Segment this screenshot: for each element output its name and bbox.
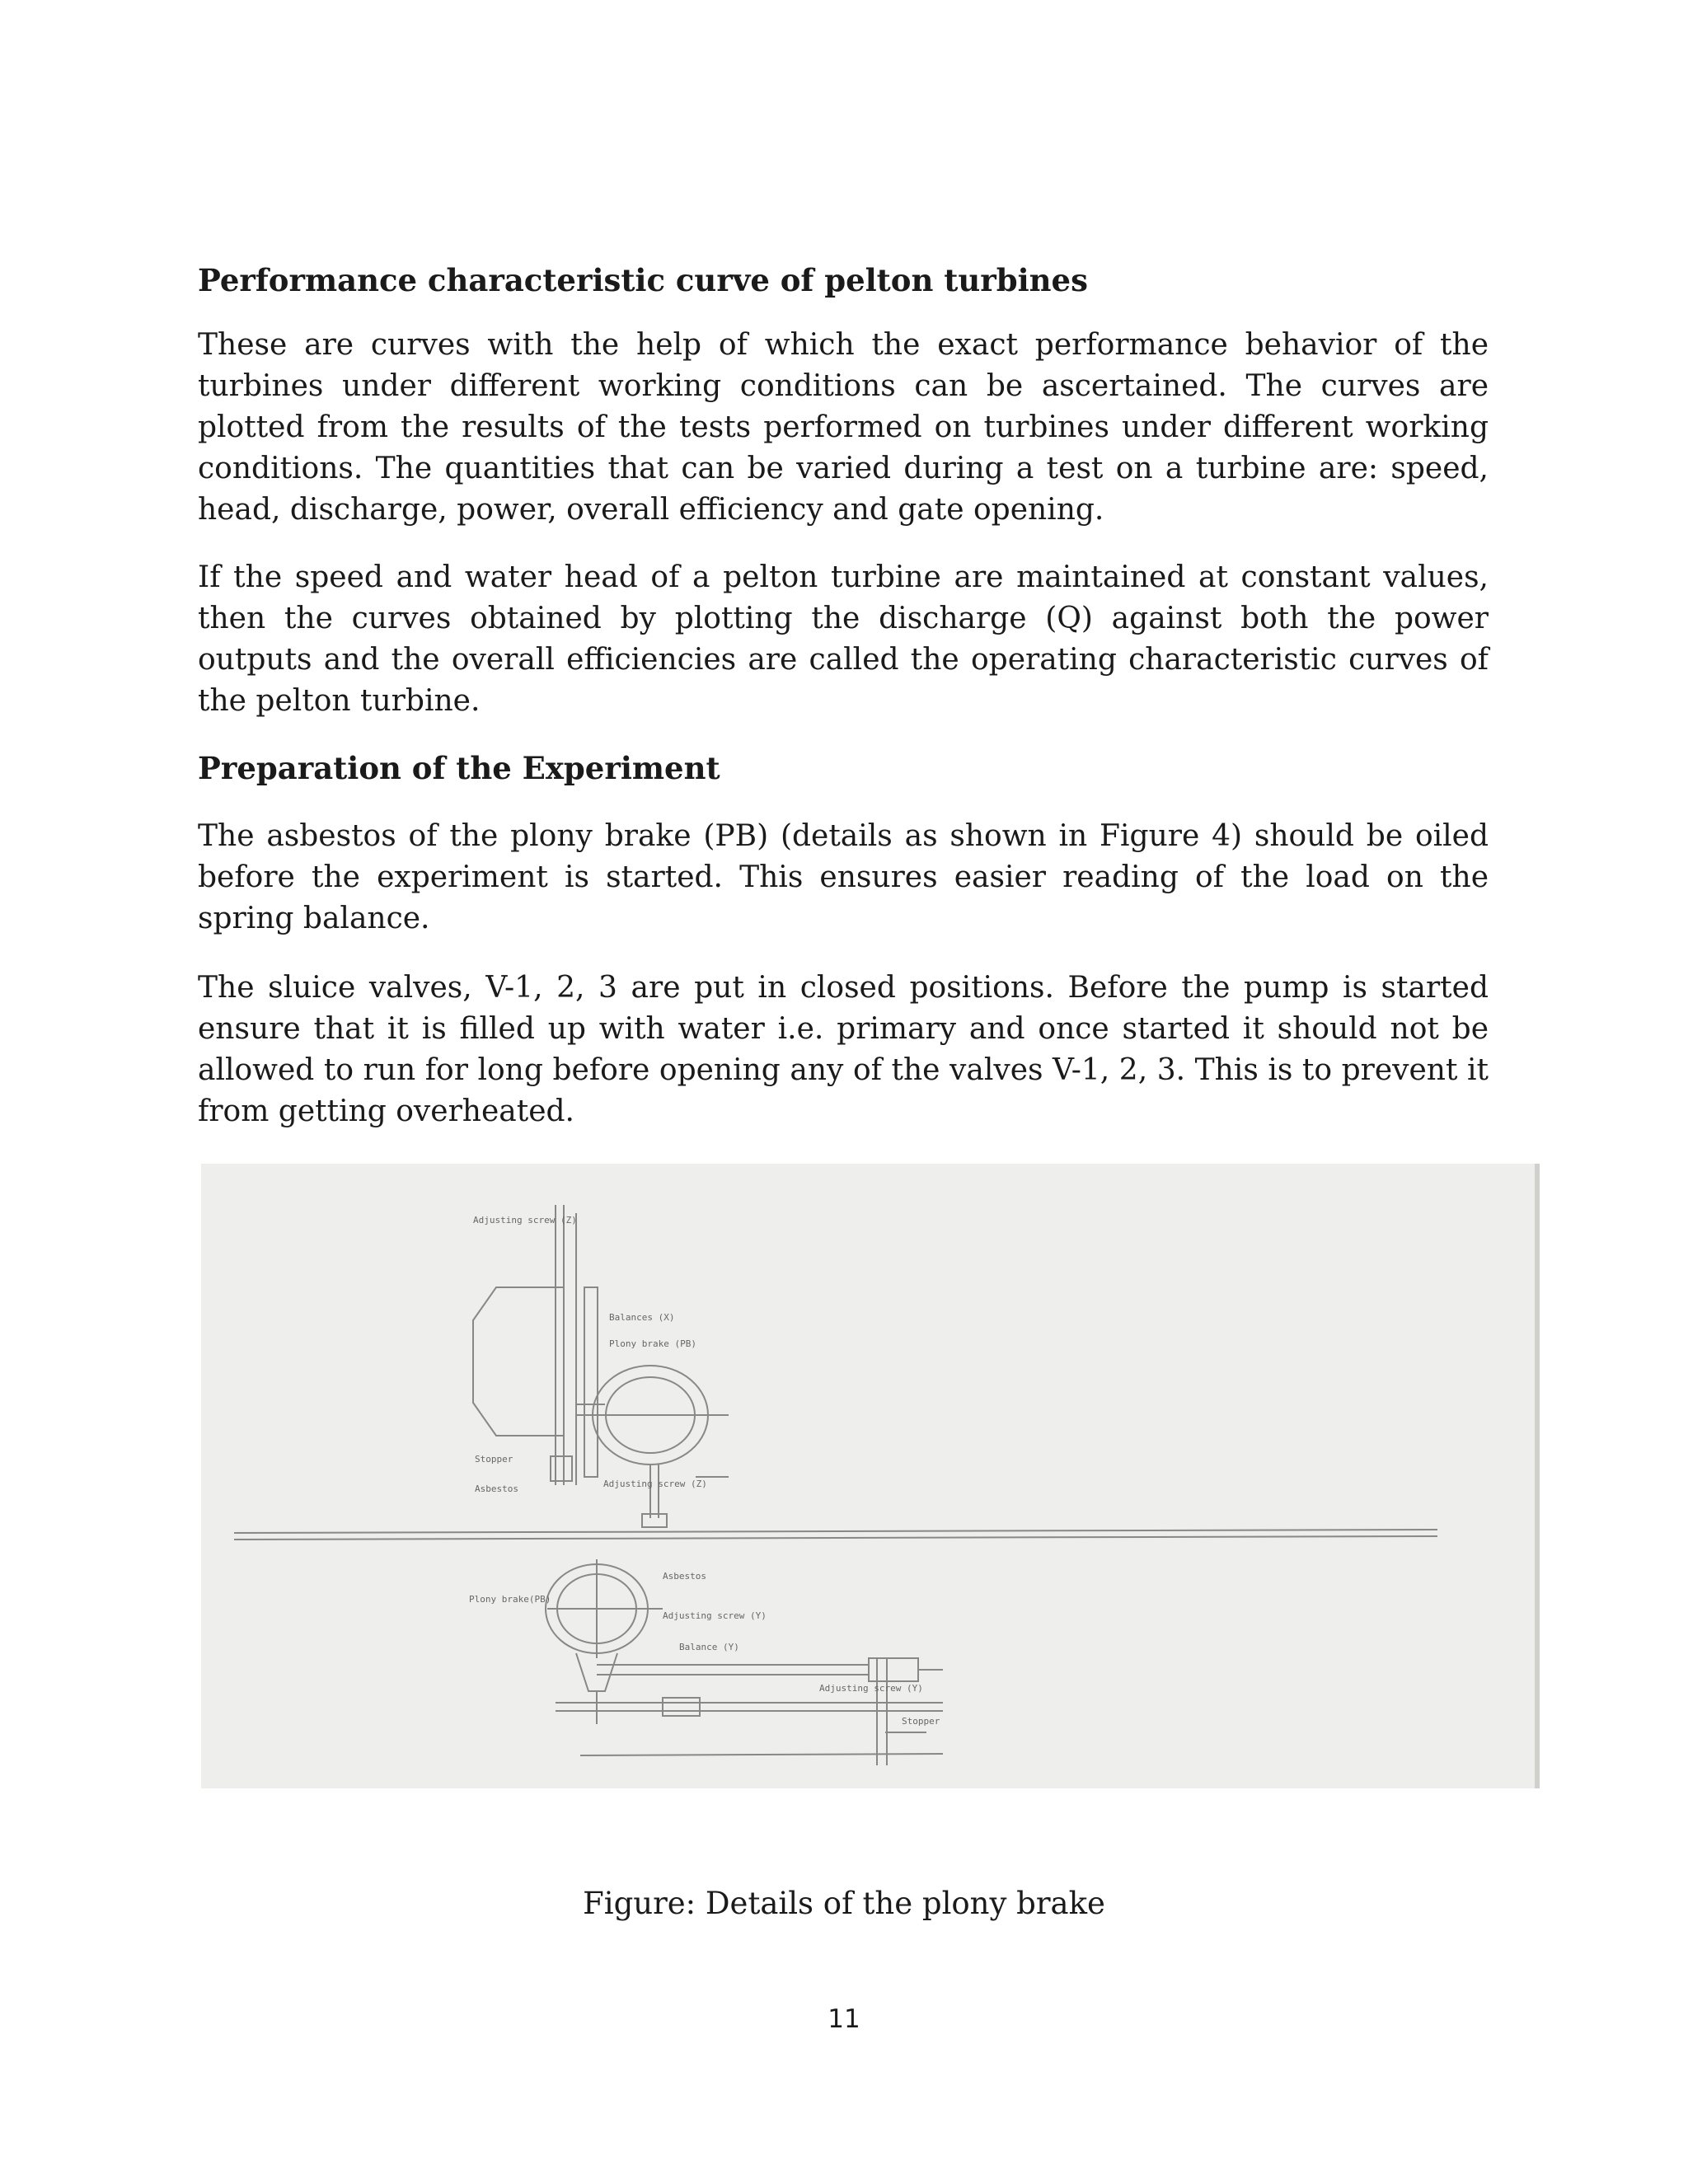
plony-brake-drawing [201, 1164, 1530, 1788]
section-heading-performance: Performance characteristic curve of pelton turbines [198, 262, 1088, 298]
label-balance-y: Balance (Y) [679, 1642, 739, 1652]
label-plony-brake-pb: Plony brake (PB) [609, 1338, 696, 1349]
paragraph-sluice-valves: The sluice valves, V-1, 2, 3 are put in closed positions. Before the pump is started ensure that it is filled up with water i.e. primary and once started it should not be allowed to run for long before opening any of the valves V-1, 2, 3. This is to prevent it from getting overheated. [198, 971, 1489, 1128]
section-heading-preparation: Preparation of the Experiment [198, 750, 720, 786]
label-stopper-bottom: Stopper [902, 1716, 940, 1727]
paragraph-performance-curves: These are curves with the help of which the exact performance behavior of the turbines under different working conditions can be ascertained. The curves are plotted from the results of the tests performed on turbines under different working conditions. The quantities that can be varied during a test on a turbine are: speed, head, discharge, power, overall efficiency and gate opening. [198, 328, 1489, 527]
label-adjusting-screw-bottom: Adjusting screw (Y) [819, 1683, 923, 1694]
label-asbestos-left: Asbestos [475, 1483, 518, 1494]
paragraph-asbestos-oiling: The asbestos of the plony brake (PB) (details as shown in Figure 4) should be oiled before the experiment is started. This ensures easier reading of the load on the spring balance. [198, 819, 1489, 935]
paragraph-operating-curves: If the speed and water head of a pelton turbine are maintained at constant values, then the curves obtained by plotting the discharge (Q) against both the power outputs and the overall efficiencies are called the operating characteristic curves of the pelton turbine. [198, 560, 1489, 718]
label-plony-brake-bottom: Plony brake(PB) [469, 1594, 551, 1605]
figure-caption: Figure: Details of the plony brake [583, 1886, 1105, 1921]
page-number: 11 [828, 2004, 860, 2034]
label-balances: Balances (X) [609, 1312, 675, 1323]
plony-brake-figure [201, 1164, 1540, 1788]
label-adjusting-screw-y: Adjusting screw (Y) [663, 1610, 767, 1621]
label-adjusting-screw-top: Adjusting screw (Z) [473, 1215, 577, 1226]
label-adjusting-screw-z: Adjusting screw (Z) [603, 1479, 707, 1489]
label-stopper: Stopper [475, 1454, 513, 1465]
label-asbestos-bottom: Asbestos [663, 1571, 706, 1582]
